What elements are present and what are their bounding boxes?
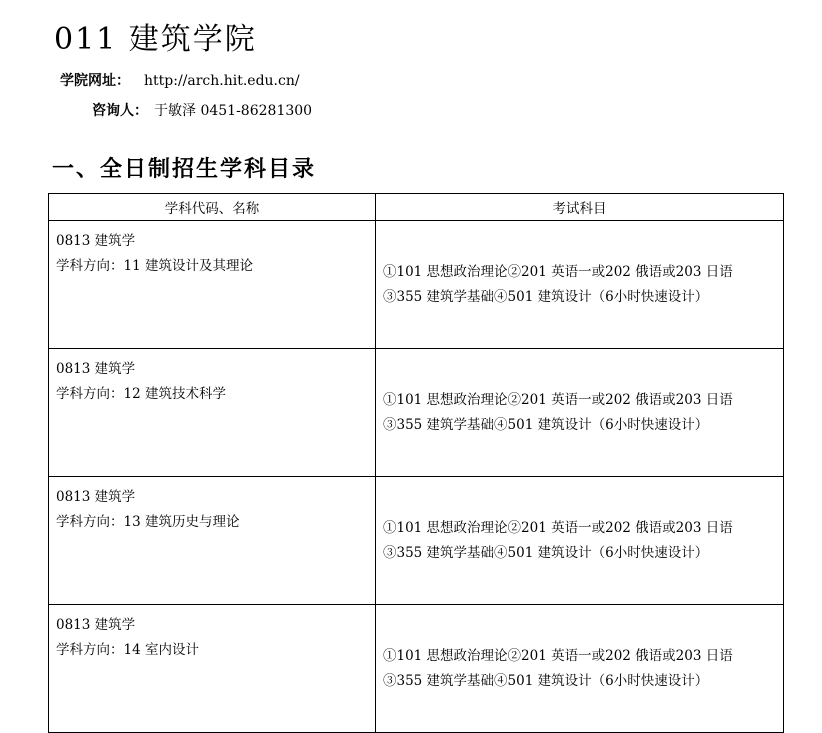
exam-line: ③355 建筑学基础④501 建筑设计（6小时快速设计） — [383, 416, 709, 433]
page-title: 011 建筑学院 — [54, 22, 257, 57]
exam-cell — [376, 605, 784, 733]
exam-line: ③355 建筑学基础④501 建筑设计（6小时快速设计） — [383, 288, 709, 305]
table-row — [49, 349, 784, 477]
subject-code: 0813 建筑学 — [56, 361, 136, 377]
subject-code: 0813 建筑学 — [56, 617, 136, 633]
subject-cell — [49, 605, 376, 733]
exam-cell — [376, 477, 784, 605]
catalog-table — [48, 193, 784, 733]
subject-code: 0813 建筑学 — [56, 489, 136, 505]
website-label: 学院网址： — [60, 73, 130, 89]
subject-code: 0813 建筑学 — [56, 233, 136, 249]
contact-row — [92, 100, 312, 120]
section-heading: 一、全日制招生学科目录 — [52, 157, 317, 182]
table-header-row — [49, 194, 784, 221]
contact-label: 咨询人： — [92, 103, 148, 119]
column-header-subject: 学科代码、名称 — [49, 194, 376, 221]
exam-cell — [376, 221, 784, 349]
subject-direction: 学科方向：12 建筑技术科学 — [56, 386, 226, 402]
website-link[interactable]: http://arch.hit.edu.cn/ — [144, 73, 300, 89]
subject-direction: 学科方向：11 建筑设计及其理论 — [56, 258, 253, 274]
exam-line: ①101 思想政治理论②201 英语一或202 俄语或203 日语 — [383, 391, 733, 408]
exam-line: ③355 建筑学基础④501 建筑设计（6小时快速设计） — [383, 672, 709, 689]
exam-line: ③355 建筑学基础④501 建筑设计（6小时快速设计） — [383, 544, 709, 561]
table-row — [49, 221, 784, 349]
exam-line: ①101 思想政治理论②201 英语一或202 俄语或203 日语 — [383, 519, 733, 536]
subject-cell — [49, 349, 376, 477]
table-row — [49, 477, 784, 605]
exam-line: ①101 思想政治理论②201 英语一或202 俄语或203 日语 — [383, 647, 733, 664]
exam-cell — [376, 349, 784, 477]
subject-cell — [49, 221, 376, 349]
contact-value: 于敏泽 0451-86281300 — [154, 103, 313, 119]
website-row — [60, 70, 300, 90]
subject-direction: 学科方向：14 室内设计 — [56, 642, 199, 658]
subject-direction: 学科方向：13 建筑历史与理论 — [56, 514, 240, 530]
subject-cell — [49, 477, 376, 605]
table-row — [49, 605, 784, 733]
column-header-exam: 考试科目 — [376, 194, 784, 221]
exam-line: ①101 思想政治理论②201 英语一或202 俄语或203 日语 — [383, 263, 733, 280]
